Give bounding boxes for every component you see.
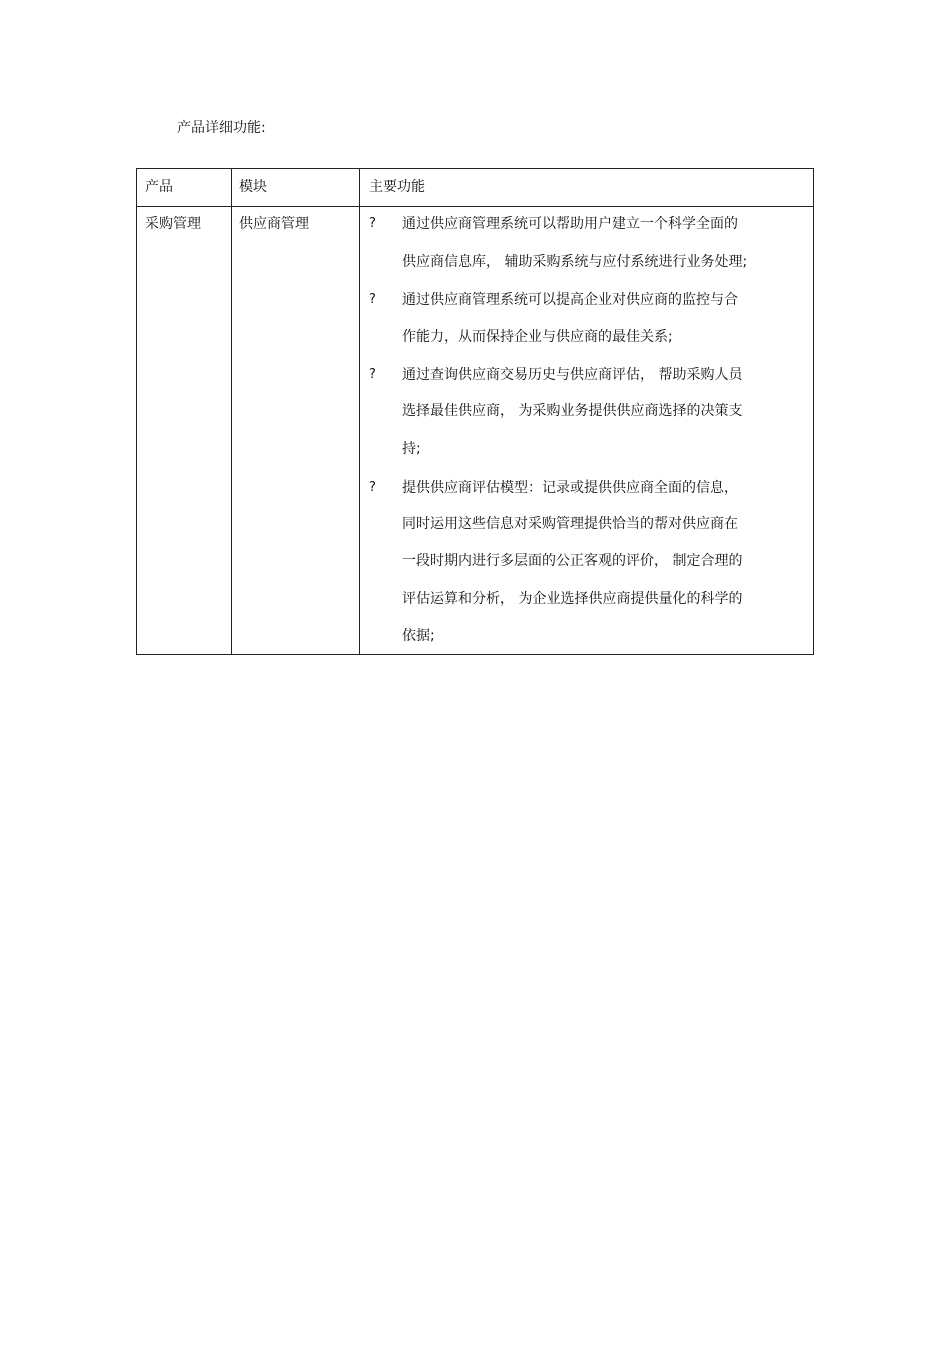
- function-line: 依据;: [402, 628, 435, 644]
- function-line: 通过查询供应商交易历史与供应商评估， 帮助采购人员: [402, 367, 743, 383]
- bullet-symbol: ?: [369, 216, 376, 231]
- product-feature-table: [136, 168, 814, 655]
- function-line: 一段时期内进行多层面的公正客观的评价， 制定合理的: [402, 553, 743, 569]
- page-heading: 产品详细功能:: [177, 120, 266, 136]
- header-module: 模块: [239, 179, 267, 195]
- column-divider-2: [359, 169, 360, 654]
- column-divider-1: [231, 169, 232, 654]
- cell-product: 采购管理: [145, 216, 201, 232]
- function-line: 持;: [402, 441, 421, 457]
- header-product: 产品: [145, 179, 173, 195]
- cell-module: 供应商管理: [239, 216, 309, 232]
- function-line: 同时运用这些信息对采购管理提供恰当的帮对供应商在: [402, 516, 738, 532]
- header-divider: [137, 206, 813, 207]
- function-line: 供应商信息库， 辅助采购系统与应付系统进行业务处理;: [402, 254, 748, 270]
- bullet-symbol: ?: [369, 480, 376, 495]
- function-line: 选择最佳供应商， 为采购业务提供供应商选择的决策支: [402, 403, 743, 419]
- function-line: 通过供应商管理系统可以帮助用户建立一个科学全面的: [402, 216, 738, 232]
- function-line: 评估运算和分析， 为企业选择供应商提供量化的科学的: [402, 591, 743, 607]
- header-functions: 主要功能: [369, 179, 425, 195]
- function-line: 提供供应商评估模型：记录或提供供应商全面的信息，: [402, 480, 738, 496]
- bullet-symbol: ?: [369, 367, 376, 382]
- function-line: 通过供应商管理系统可以提高企业对供应商的监控与合: [402, 292, 738, 308]
- bullet-symbol: ?: [369, 292, 376, 307]
- function-line: 作能力，从而保持企业与供应商的最佳关系;: [402, 329, 673, 345]
